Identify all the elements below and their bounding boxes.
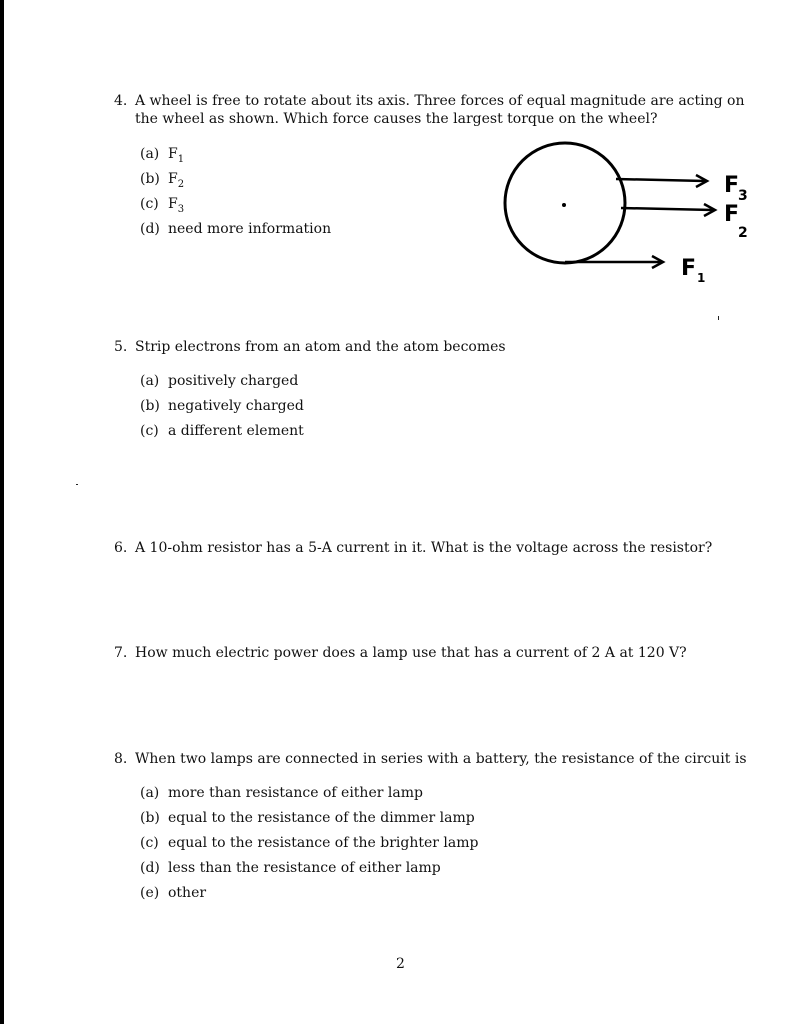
question-text-line1: Strip electrons from an atom and the atom becomes (135, 339, 506, 355)
scan-speck (718, 316, 719, 320)
question-text-line1: A 10-ohm resistor has a 5-A current in it. What is the voltage across the resistor? (135, 540, 713, 556)
option-c: (c) a different element (140, 423, 304, 439)
wheel-circle (505, 143, 625, 263)
question-text-line1: How much electric power does a lamp use that has a current of 2 A at 120 V? (135, 645, 687, 661)
option-a: (a) $F_1$ (140, 146, 185, 165)
option-b: (b) negatively charged (140, 398, 304, 414)
question-number: 8. (114, 751, 128, 767)
label-f3-sub: 3 (738, 188, 748, 204)
label-f3: F (724, 173, 740, 198)
label-f1: F (681, 256, 697, 281)
force-f3-arrow (616, 179, 705, 181)
option-b: (b) equal to the resistance of the dimmer lamp (140, 810, 475, 826)
option-a: (a) more than resistance of either lamp (140, 785, 423, 801)
option-c: (c) $F_3$ (140, 196, 185, 215)
question-number: 4. (114, 93, 128, 109)
label-f2: F (724, 202, 740, 227)
question-number: 5. (114, 339, 128, 355)
question-text-line2: the wheel as shown. Which force causes the largest torque on the wheel? (135, 111, 658, 127)
option-d: (d) less than the resistance of either lamp (140, 860, 441, 876)
option-c: (c) equal to the resistance of the brighter lamp (140, 835, 479, 851)
page-number: 2 (396, 956, 405, 972)
option-a: (a) positively charged (140, 373, 299, 389)
label-f2-sub: 2 (738, 225, 748, 241)
wheel-axis-dot (562, 203, 566, 207)
question-number: 7. (114, 645, 128, 661)
scan-speck (76, 484, 78, 485)
scan-left-edge (0, 0, 4, 1024)
question-number: 6. (114, 540, 128, 556)
force-f2-arrow (621, 208, 713, 210)
option-d: (d) need more information (140, 221, 332, 237)
wheel-force-diagram (495, 135, 765, 285)
option-b: (b) $F_2$ (140, 171, 185, 190)
label-f1-sub: 1 (697, 271, 706, 285)
option-e: (e) other (140, 885, 207, 901)
question-text-line1: A wheel is free to rotate about its axis. Three forces of equal magnitude are acting on (135, 93, 745, 109)
question-text-line1: When two lamps are connected in series with a battery, the resistance of the circuit is (135, 751, 747, 767)
